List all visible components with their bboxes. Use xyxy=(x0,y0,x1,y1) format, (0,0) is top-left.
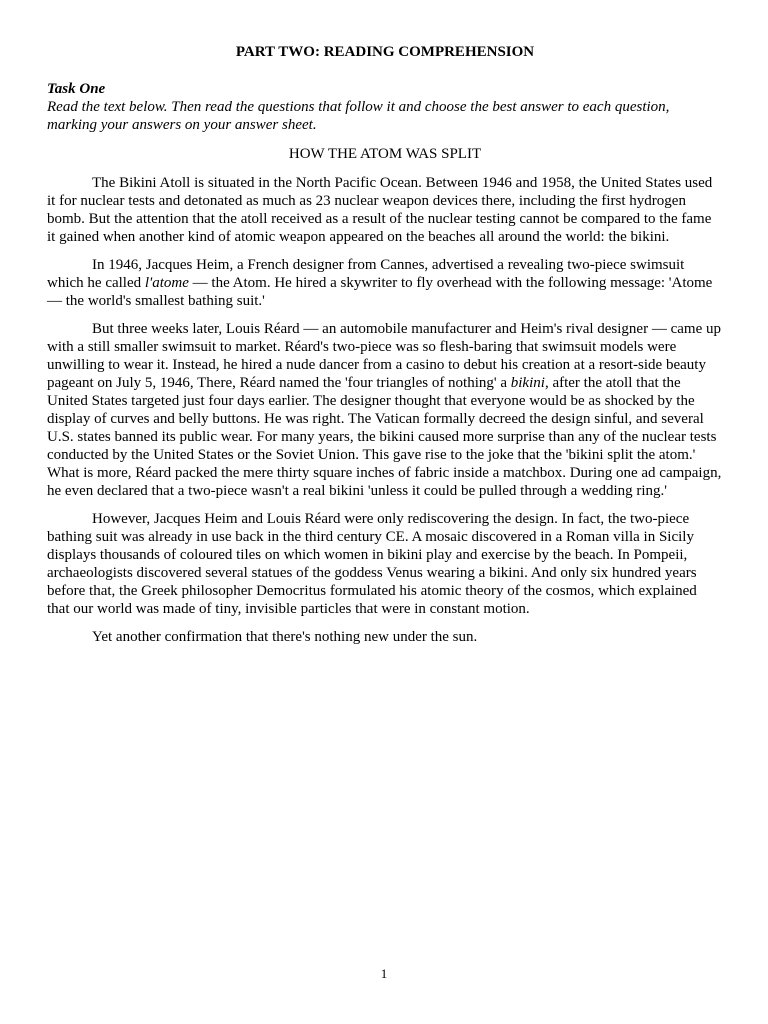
paragraph-1: The Bikini Atoll is situated in the North Pacific Ocean. Between 1946 and 1958, the United States used it for nuclear tests and detonated as much as 23 nuclear weapon devices there, including the first hydrogen bomb. But the attention that the atoll received as a result of the nuclear testing cannot be compared to the fame it gained when another kind of atomic weapon appeared on the beaches all around the world: the bikini. xyxy=(47,175,713,245)
paragraph-3-text-b: , after the atoll that the United States targeted just four days earlier. The designer thought that everyone would be as shocked by the display of curves and belly buttons. He was right. The Vatican formally decreed the design sinful, and several U.S. states banned its public wear. For many years, the bikini caused more surprise than any of the nuclear tests conducted by the United States or the Soviet Union. This gave rise to the joke that the 'bikini split the atom.' What is more, Réard packed the mere thirty square inches of fabric inside a matchbox. During one ad campaign, he even declared that a two-piece wasn't a real bikini 'unless it could be pulled through a wedding ring.' xyxy=(47,375,722,499)
page-number: 1 xyxy=(380,966,388,981)
paragraph-5: Yet another confirmation that there's nothing new under the sun. xyxy=(92,629,478,645)
paragraph-3-text-a: But three weeks later, Louis Réard — an automobile manufacturer and Heim's rival designer — came up with a still smaller swimsuit to market. Réard's two-piece was so flesh-baring that swimsuit models were unwilling to wear it. Instead, he hired a nude dancer from a casino to debut his creation at a resort-side beauty pageant on July 5, 1946, There, Réard named the 'four triangles of nothing' a xyxy=(47,321,721,391)
part-title: PART TWO: READING COMPREHENSION xyxy=(235,44,535,60)
document-page xyxy=(47,42,723,656)
paragraph-3 xyxy=(47,320,723,500)
paragraph-2-emphasis: l'atome xyxy=(144,275,189,291)
paragraph-2-text-a: In 1946, Jacques Heim, a French designer from Cannes, advertised a revealing two-piece swimsuit which he called xyxy=(47,257,685,291)
task-instructions: Read the text below. Then read the questions that follow it and choose the best answer to each question, marking your answers on your answer sheet. xyxy=(47,99,670,133)
article-title: HOW THE ATOM WAS SPLIT xyxy=(288,146,482,162)
paragraph-2-text-b: — the Atom. He hired a skywriter to fly overhead with the following message: 'Atome — the world's smallest bathing suit.' xyxy=(47,275,713,309)
paragraph-2 xyxy=(47,256,723,310)
paragraph-3-emphasis: bikini xyxy=(510,375,545,391)
paragraph-4: However, Jacques Heim and Louis Réard were only rediscovering the design. In fact, the two-piece bathing suit was already in use back in the third century CE. A mosaic discovered in a Roman villa in Sicily displays thousands of coloured tiles on which women in bikini play and exercise by the beach. In Pompeii, archaeologists discovered several statues of the goddess Venus wearing a bikini. And only six hundred years before that, the Greek philosopher Democritus formulated his atomic theory of the cosmos, which explained that our world was made of tiny, invisible particles that were in constant motion. xyxy=(47,511,697,617)
task-label: Task One xyxy=(47,81,106,97)
